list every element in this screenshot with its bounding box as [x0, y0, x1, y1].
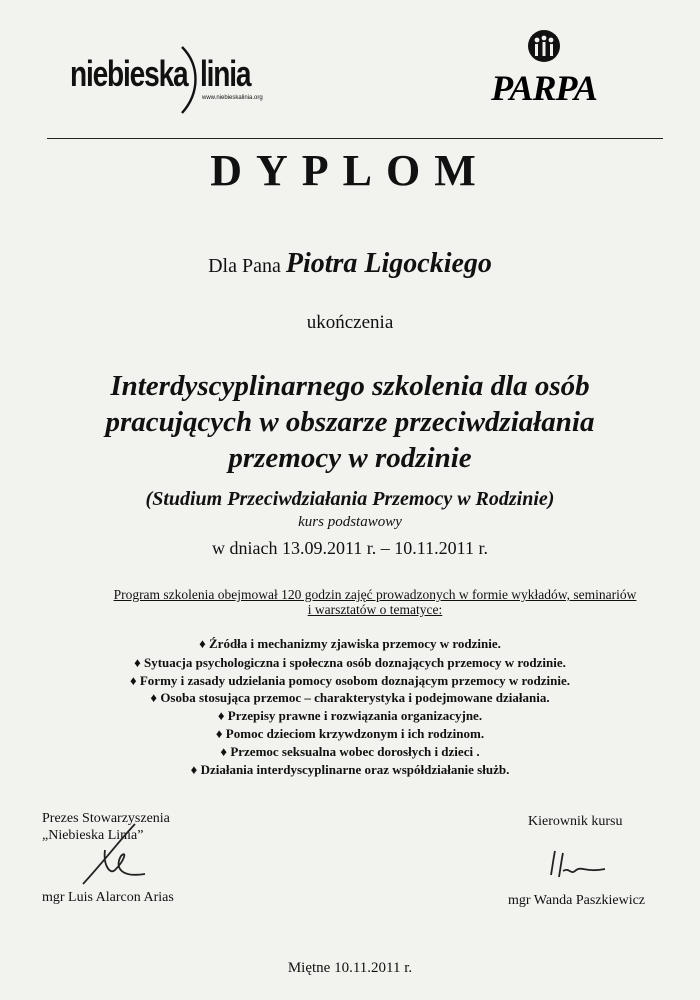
- topic-item: ♦ Formy i zasady udzielania pomocy osobom doznającym przemocy w rodzinie.: [129, 673, 571, 688]
- course-level: kurs podstawowy: [298, 514, 402, 530]
- bullet-icon: ♦: [190, 762, 201, 777]
- topic-item: ♦ Pomoc dzieciom krzywdzonym i ich rodzinom.: [215, 726, 485, 741]
- parpa-logo-text: PARPA: [491, 68, 597, 108]
- logo-word-niebieska: niebieska: [70, 53, 188, 94]
- course-title-line: przemocy w rodzinie: [228, 442, 472, 474]
- program-line: i warsztatów o tematyce:: [307, 602, 443, 617]
- topic-item: ♦ Osoba stosująca przemoc – charakterystyka i podejmowane działania.: [150, 690, 550, 705]
- parpa-emblem-icon: [472, 28, 617, 108]
- left-signatory-name: mgr Luis Alarcon Arias: [42, 890, 174, 905]
- bullet-icon: ♦: [220, 744, 231, 759]
- logo-url: www.niebieskalinia.org: [202, 95, 263, 101]
- bullet-icon: ♦: [199, 636, 210, 651]
- program-description: [70, 587, 680, 617]
- course-title-line: pracujących w obszarze przeciwdziałania: [105, 406, 595, 438]
- bullet-icon: ♦: [129, 673, 140, 688]
- place-date: Miętne 10.11.2011 r.: [287, 960, 413, 976]
- left-signatory-title-line: „Niebieska Linia”: [42, 828, 144, 843]
- right-signatory-name: mgr Wanda Paszkiewicz: [508, 893, 646, 908]
- bullet-icon: ♦: [134, 655, 144, 670]
- bullet-icon: ♦: [217, 708, 228, 723]
- course-title: [0, 368, 700, 476]
- left-signature-icon: [75, 820, 165, 890]
- topic-item: ♦ Źródła i mechanizmy zjawiska przemocy w rodzinie.: [199, 636, 501, 651]
- bullet-icon: ♦: [150, 690, 161, 705]
- parpa-logo: [472, 28, 617, 108]
- logo-arc-icon: [178, 45, 202, 115]
- header-divider: [47, 138, 663, 139]
- logo-word-linia: linia: [200, 53, 251, 94]
- bullet-icon: ♦: [215, 726, 226, 741]
- recipient-line: [0, 248, 700, 280]
- studium-name: (Studium Przeciwdziałania Przemocy w Rodzinie): [145, 488, 555, 510]
- topic-item: ♦ Sytuacja psychologiczna i społeczna osób doznających przemocy w rodzinie.: [134, 655, 566, 670]
- topic-item: ♦ Przepisy prawne i rozwiązania organizacyjne.: [217, 708, 483, 723]
- niebieska-linia-logo: [70, 45, 270, 115]
- topic-item: ♦ Przemoc seksualna wobec dorosłych i dzieci .: [220, 744, 480, 759]
- right-signature-icon: [545, 845, 615, 885]
- program-line: Program szkolenia obejmował 120 godzin zajęć prowadzonych w formie wykładów, seminariów: [113, 587, 637, 602]
- right-signatory-title: Kierownik kursu: [528, 814, 623, 829]
- recipient-prefix: Dla Pana: [208, 255, 281, 277]
- topic-item: ♦ Działania interdyscyplinarne oraz współdziałanie służb.: [190, 762, 510, 777]
- course-title-line: Interdyscyplinarnego szkolenia dla osób: [110, 370, 590, 402]
- recipient-name: Piotra Ligockiego: [285, 248, 492, 279]
- diploma-title: DYPLOM: [210, 146, 490, 195]
- course-dates: w dniach 13.09.2011 r. – 10.11.2011 r.: [212, 538, 488, 558]
- left-signatory-title-line: Prezes Stowarzyszenia: [42, 811, 170, 826]
- completion-word: ukończenia: [306, 312, 394, 333]
